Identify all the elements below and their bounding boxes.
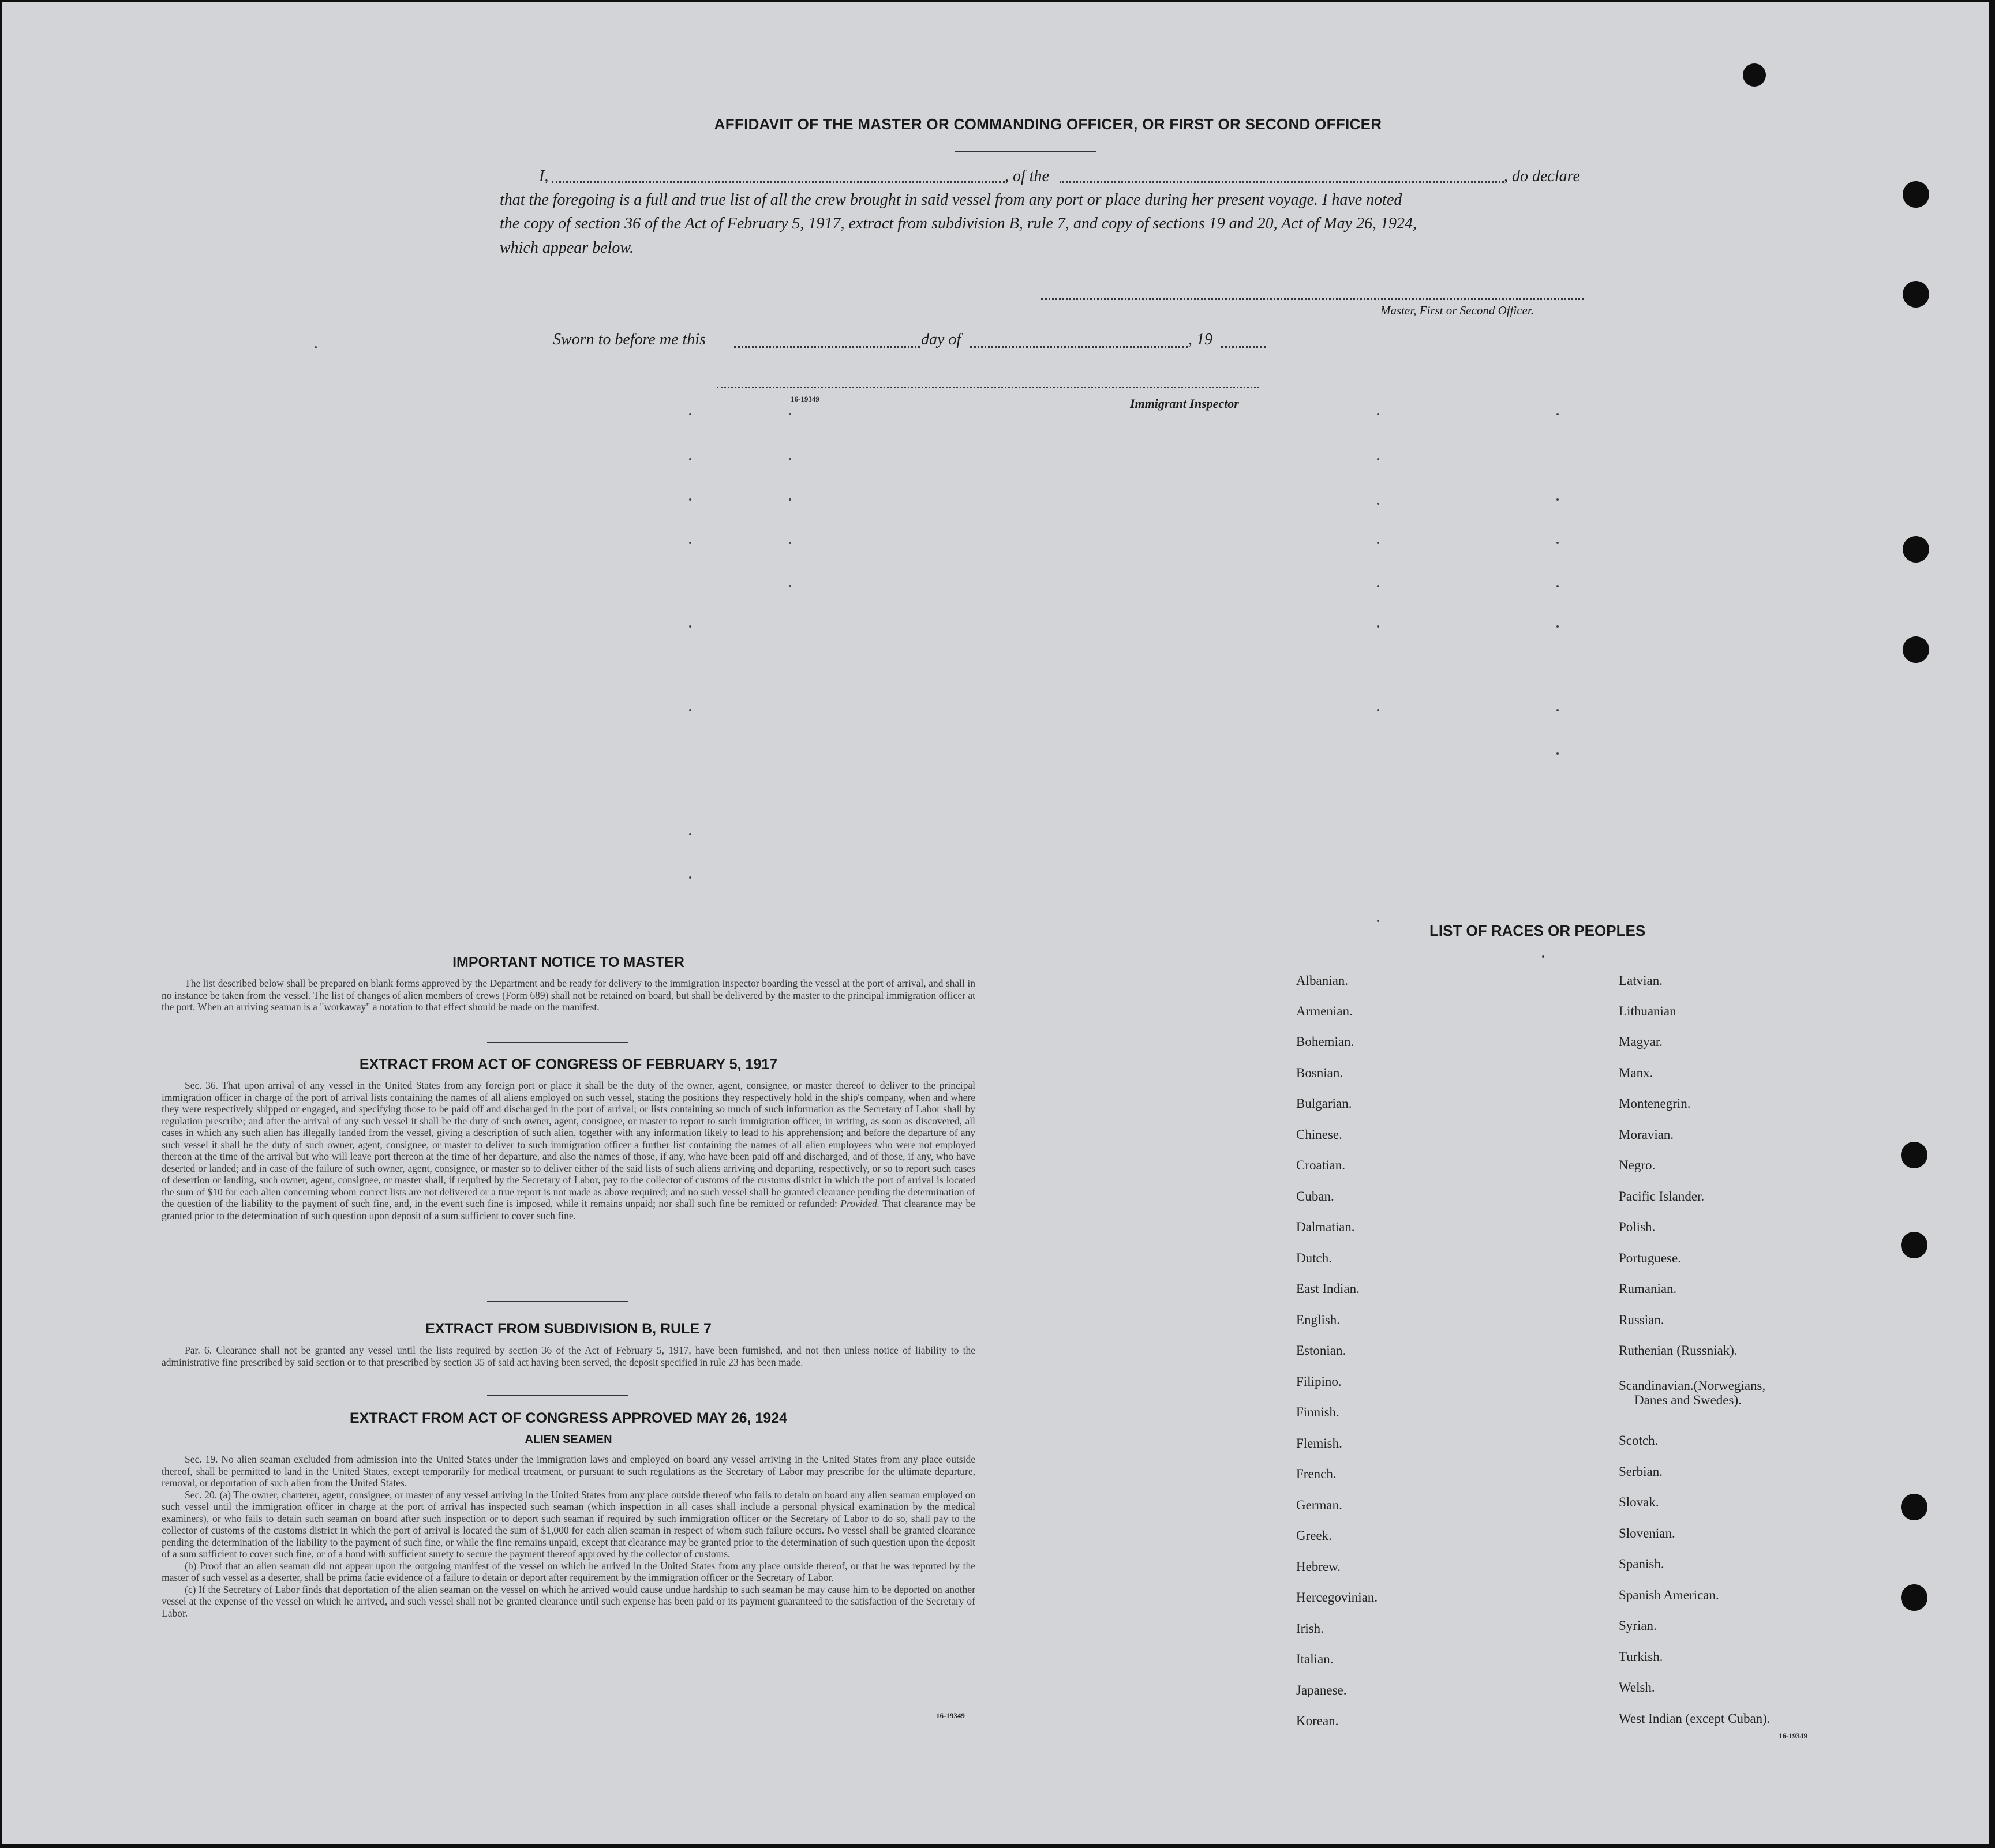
of-the-label: , of the bbox=[1005, 167, 1049, 185]
race-left-item: Chinese. bbox=[1296, 1127, 1342, 1142]
guide-dot bbox=[1556, 752, 1559, 755]
race-left-item: Croatian. bbox=[1296, 1158, 1345, 1172]
race-right-item: Scandinavian.(Norwegians, bbox=[1619, 1378, 1766, 1393]
guide-dot bbox=[1556, 709, 1559, 711]
year-blank[interactable] bbox=[1221, 346, 1266, 348]
race-right-item: Portuguese. bbox=[1619, 1251, 1681, 1265]
race-left-item: Flemish. bbox=[1296, 1436, 1342, 1450]
notice-body bbox=[162, 977, 975, 1013]
race-right-item: Magyar. bbox=[1619, 1034, 1663, 1049]
guide-dot bbox=[789, 458, 791, 460]
race-left-item: Bohemian. bbox=[1296, 1034, 1354, 1049]
affidavit-title: AFFIDAVIT OF THE MASTER OR COMMANDING OFFICER, OR FIRST OR SECOND OFFICER bbox=[714, 115, 1382, 133]
punch-hole bbox=[1901, 1142, 1927, 1168]
extract-1917-body bbox=[162, 1079, 975, 1221]
race-left-item: Bosnian. bbox=[1296, 1066, 1343, 1080]
rule7-text: Par. 6. Clearance shall not be granted any vessel until the lists required by section 36 of the Act of February 5, 1917, have been furnished, and not then unless notice of liability to the administrative fine prescribed by said section or to that prescribed by section 35 of said act having been served, the deposit specified in rule 23 has been made. bbox=[162, 1344, 975, 1368]
guide-dot bbox=[689, 542, 691, 544]
race-right-item: Rumanian. bbox=[1619, 1281, 1677, 1296]
race-right-item: Slovak. bbox=[1619, 1495, 1659, 1509]
race-left-item: French. bbox=[1296, 1467, 1337, 1481]
punch-hole bbox=[1743, 63, 1766, 87]
inspector-caption: Immigrant Inspector bbox=[1130, 396, 1239, 411]
race-left-item: Greek. bbox=[1296, 1528, 1332, 1543]
form-number-top: 16-19349 bbox=[791, 395, 819, 403]
race-left-item: Hercegovinian. bbox=[1296, 1590, 1378, 1605]
guide-dot bbox=[1556, 542, 1559, 544]
punch-hole bbox=[1901, 1494, 1927, 1520]
section-rule bbox=[487, 1395, 628, 1396]
guide-dot bbox=[689, 498, 691, 501]
affidavit-line-1: that the foregoing is a full and true list of all the crew brought in said vessel from any port or place during her present voyage. I have noted bbox=[500, 191, 1402, 209]
race-right-item: Spanish American. bbox=[1619, 1588, 1719, 1602]
declare-label: , do declare bbox=[1504, 167, 1580, 185]
signature-caption: Master, First or Second Officer. bbox=[1380, 303, 1534, 317]
race-right-item: Polish. bbox=[1619, 1220, 1656, 1234]
form-number-bottom-left: 16-19349 bbox=[936, 1711, 965, 1720]
guide-dot bbox=[689, 876, 691, 879]
notice-title: IMPORTANT NOTICE TO MASTER bbox=[452, 954, 684, 970]
guide-dot bbox=[1377, 920, 1379, 922]
title-underline-dot bbox=[1542, 955, 1544, 958]
guide-dot bbox=[1377, 542, 1379, 544]
guide-dot bbox=[789, 542, 791, 544]
guide-dot bbox=[1377, 503, 1379, 505]
race-right-item: Russian. bbox=[1619, 1313, 1664, 1327]
punch-hole bbox=[1903, 636, 1929, 663]
races-title: LIST OF RACES OR PEOPLES bbox=[1429, 922, 1646, 939]
month-blank[interactable] bbox=[970, 346, 1188, 348]
signature-blank[interactable] bbox=[1041, 298, 1584, 300]
day-blank[interactable] bbox=[734, 346, 920, 348]
race-right-item: Moravian. bbox=[1619, 1127, 1674, 1142]
section-rule bbox=[487, 1042, 628, 1043]
race-left-item: Albanian. bbox=[1296, 973, 1349, 988]
guide-dot bbox=[1377, 625, 1379, 628]
sworn-label: Sworn to before me this bbox=[553, 331, 706, 348]
race-right-item: Scotch. bbox=[1619, 1433, 1659, 1448]
section-rule bbox=[487, 1301, 628, 1302]
vessel-blank[interactable] bbox=[1060, 181, 1504, 183]
race-right-item-continuation: Danes and Swedes). bbox=[1634, 1393, 1742, 1407]
race-right-item: West Indian (except Cuban). bbox=[1619, 1711, 1771, 1726]
race-right-item: Manx. bbox=[1619, 1066, 1653, 1080]
guide-dot bbox=[1556, 585, 1559, 587]
guide-dot bbox=[1377, 709, 1379, 711]
guide-dot bbox=[689, 833, 691, 835]
race-left-item: Dalmatian. bbox=[1296, 1220, 1355, 1234]
form-number-bottom-right: 16-19349 bbox=[1779, 1731, 1807, 1740]
year-label: , 19 bbox=[1188, 331, 1212, 348]
race-right-item: Welsh. bbox=[1619, 1680, 1655, 1695]
form-page bbox=[2, 2, 1989, 1844]
race-right-item: Ruthenian (Russniak). bbox=[1619, 1343, 1738, 1358]
guide-dot bbox=[1556, 498, 1559, 501]
sec36-text: Sec. 36. That upon arrival of any vessel in the United States from any foreign port or place it shall be the duty of the owner, agent, consignee, or master thereof to deliver to the principal immigration officer in charge of the port of arrival lists containing the names of all aliens employed on such vessel, stating the positions they respectively hold in the ship's company, when and where they were respectively shipped or engaged, and specifying those to be paid off and discharged in the port of arrival; or lists containing so much of such information as the Secretary of Labor shall by regulation prescribe; and after the arrival of any such vessel it shall be the duty of such owner, agent, consignee, or master to report to such immigration officer, in writing, as soon as discovered, all cases in which any such alien has illegally landed from the vessel, giving a description of such alien, together with any information likely to lead to his apprehension; and before the departure of any such vessel it shall be the duty of such owner, agent, consignee, or master to deliver to such immigration officer a further list containing the names of all alien employees who were not employed thereon at the time of the arrival but who will leave port thereon at the time of her departure, and also the names of those, if any, who have been paid off and discharged, and of those, if any, who have deserted or landed; and in case of the failure of such owner, agent, consignee, or master so to deliver either of the said lists of such aliens arriving and departing, respectively, or so to report such cases of desertion or landing, such owner, agent, consignee, or master shall, if required by the Secretary of Labor, pay to the collector of customs of the customs district in which the port of arrival is located the sum of $10 for each alien concerning whom correct lists are not delivered or a true report is not made as above required; and no such vessel shall be granted clearance pending the determination of the question of the liability to the payment of such fine, and, in the event such fine is imposed, while it remains unpaid; nor shall such fine be remitted or refunded: bbox=[162, 1079, 975, 1209]
guide-dot bbox=[1377, 458, 1379, 460]
sec19-text: Sec. 19. No alien seaman excluded from admission into the United States under the immigration laws and employed on board any vessel arriving in the United States from any place outside thereof, shall be permitted to land in the United States, except temporarily for medical treatment, or pursuant to such regulations as the Secretary of Labor may prescribe for the ultimate departure, removal, or deportation of such alien from the United States. bbox=[162, 1453, 975, 1489]
race-left-item: Armenian. bbox=[1296, 1004, 1353, 1018]
affidavit-line-2: the copy of section 36 of the Act of February 5, 1917, extract from subdivision B, rule 7, and copy of sections 19 and 20, Act of May 26, 1924, bbox=[500, 215, 1417, 233]
race-right-item: Montenegrin. bbox=[1619, 1096, 1691, 1111]
i-label: I, bbox=[539, 167, 549, 185]
notice-text: The list described below shall be prepared on blank forms approved by the Department and be ready for delivery to the immigration inspector boarding the vessel at the port of arrival, and shall in no instance be taken from the vessel. The list of changes of alien members of crews (Form 689) shall not be retained on board, but shall be delivered by the master to the principal immigration officer at the port. When an arriving seaman is a "workaway" a notation to that effect should be made on the manifest. bbox=[162, 977, 975, 1013]
guide-dot bbox=[1556, 625, 1559, 628]
race-left-item: East Indian. bbox=[1296, 1281, 1360, 1296]
race-right-item: Spanish. bbox=[1619, 1557, 1664, 1571]
guide-dot bbox=[689, 458, 691, 460]
race-right-item: Slovenian. bbox=[1619, 1526, 1675, 1540]
race-right-item: Negro. bbox=[1619, 1158, 1656, 1172]
race-left-item: Bulgarian. bbox=[1296, 1096, 1352, 1111]
race-left-item: Estonian. bbox=[1296, 1343, 1346, 1358]
race-left-item: Japanese. bbox=[1296, 1683, 1347, 1697]
race-right-item: Pacific Islander. bbox=[1619, 1189, 1705, 1204]
title-rule bbox=[955, 151, 1096, 152]
guide-dot bbox=[689, 413, 691, 415]
race-left-item: Dutch. bbox=[1296, 1251, 1332, 1265]
guide-dot bbox=[689, 625, 691, 628]
guide-dot bbox=[1556, 413, 1559, 415]
guide-dot bbox=[1377, 585, 1379, 587]
race-right-item: Lithuanian bbox=[1619, 1004, 1676, 1018]
race-left-item: German. bbox=[1296, 1498, 1342, 1512]
guide-dot bbox=[315, 346, 317, 348]
proviso-word: Provided. bbox=[840, 1198, 880, 1209]
sec20c-text: (c) If the Secretary of Labor finds that deportation of the alien seaman on the vessel on which he arrived would cause undue hardship to such seaman he may cause him to be deported on another vessel at the expense of the vessel on which he arrived, and such vessel shall not be granted clearance until such expense has been paid or its payment guaranteed to the satisfaction of the Secretary of Labor. bbox=[162, 1583, 975, 1619]
punch-hole bbox=[1901, 1232, 1927, 1258]
day-of-label: day of bbox=[921, 331, 961, 348]
race-left-item: English. bbox=[1296, 1313, 1341, 1327]
extract-rule7-title: EXTRACT FROM SUBDIVISION B, RULE 7 bbox=[425, 1321, 712, 1337]
race-left-item: Irish. bbox=[1296, 1621, 1324, 1636]
race-right-item: Turkish. bbox=[1619, 1650, 1663, 1664]
inspector-signature-blank[interactable] bbox=[717, 387, 1259, 388]
guide-dot bbox=[689, 709, 691, 711]
proviso-text: That clearance may be granted prior to the determination of such question upon deposit of a sum sufficient to cover such fine. bbox=[162, 1198, 976, 1221]
guide-dot bbox=[1377, 413, 1379, 415]
extract-1924-subtitle: ALIEN SEAMEN bbox=[525, 1433, 612, 1446]
extract-1924-body bbox=[162, 1453, 975, 1619]
race-right-item: Syrian. bbox=[1619, 1618, 1657, 1633]
race-left-item: Filipino. bbox=[1296, 1374, 1342, 1389]
race-left-item: Finnish. bbox=[1296, 1405, 1339, 1419]
punch-hole bbox=[1903, 181, 1929, 208]
guide-dot bbox=[789, 585, 791, 587]
punch-hole bbox=[1901, 1584, 1927, 1611]
extract-1917-title: EXTRACT FROM ACT OF CONGRESS OF FEBRUARY 5, 1917 bbox=[359, 1056, 778, 1073]
sec20b-text: (b) Proof that an alien seaman did not appear upon the outgoing manifest of the vessel on which he arrived in the United States from any place outside thereof, or that he was reported by the master of such vessel as a deserter, shall be prima facie evidence of a failure to detain or deport after requirement by the immigration officer or the Secretary of Labor. bbox=[162, 1560, 975, 1583]
race-left-item: Hebrew. bbox=[1296, 1560, 1341, 1574]
affidavit-line-3: which appear below. bbox=[500, 239, 634, 257]
punch-hole bbox=[1903, 536, 1929, 563]
punch-hole bbox=[1903, 281, 1929, 308]
name-blank[interactable] bbox=[552, 181, 1005, 183]
race-left-item: Korean. bbox=[1296, 1714, 1339, 1728]
guide-dot bbox=[789, 413, 791, 415]
sec20a-text: Sec. 20. (a) The owner, charterer, agent, consignee, or master of any vessel arriving in the United States from any place outside thereof who fails to detain on board any alien seaman employed on such vessel until the immigration officer in charge at the port of arrival has inspected such seaman (which inspection in all cases shall include a personal physical examination by the medical examiners), or who fails to detain such seaman on board after such inspection or to deport such seaman if required by such immigration officer or the Secretary of Labor to do so, shall pay to the collector of customs of the customs district in which the port of arrival is located the sum of $1,000 for each alien seaman in respect of whom such failure occurs. No vessel shall be granted clearance pending the determination of the liability to the payment of such fine, or while the fine remains unpaid, except that clearance may be granted prior to the determination of such question upon the deposit of a sum sufficient to cover such fine, or of a bond with sufficient surety to secure the payment thereof approved by the collector of customs. bbox=[162, 1489, 975, 1560]
extract-1917-text bbox=[162, 1079, 975, 1221]
guide-dot bbox=[789, 498, 791, 501]
race-right-item: Latvian. bbox=[1619, 973, 1663, 988]
extract-1924-title: EXTRACT FROM ACT OF CONGRESS APPROVED MAY 26, 1924 bbox=[349, 1410, 788, 1426]
extract-rule7-body bbox=[162, 1344, 975, 1368]
race-left-item: Italian. bbox=[1296, 1652, 1334, 1666]
race-right-item: Serbian. bbox=[1619, 1464, 1663, 1479]
race-left-item: Cuban. bbox=[1296, 1189, 1334, 1204]
